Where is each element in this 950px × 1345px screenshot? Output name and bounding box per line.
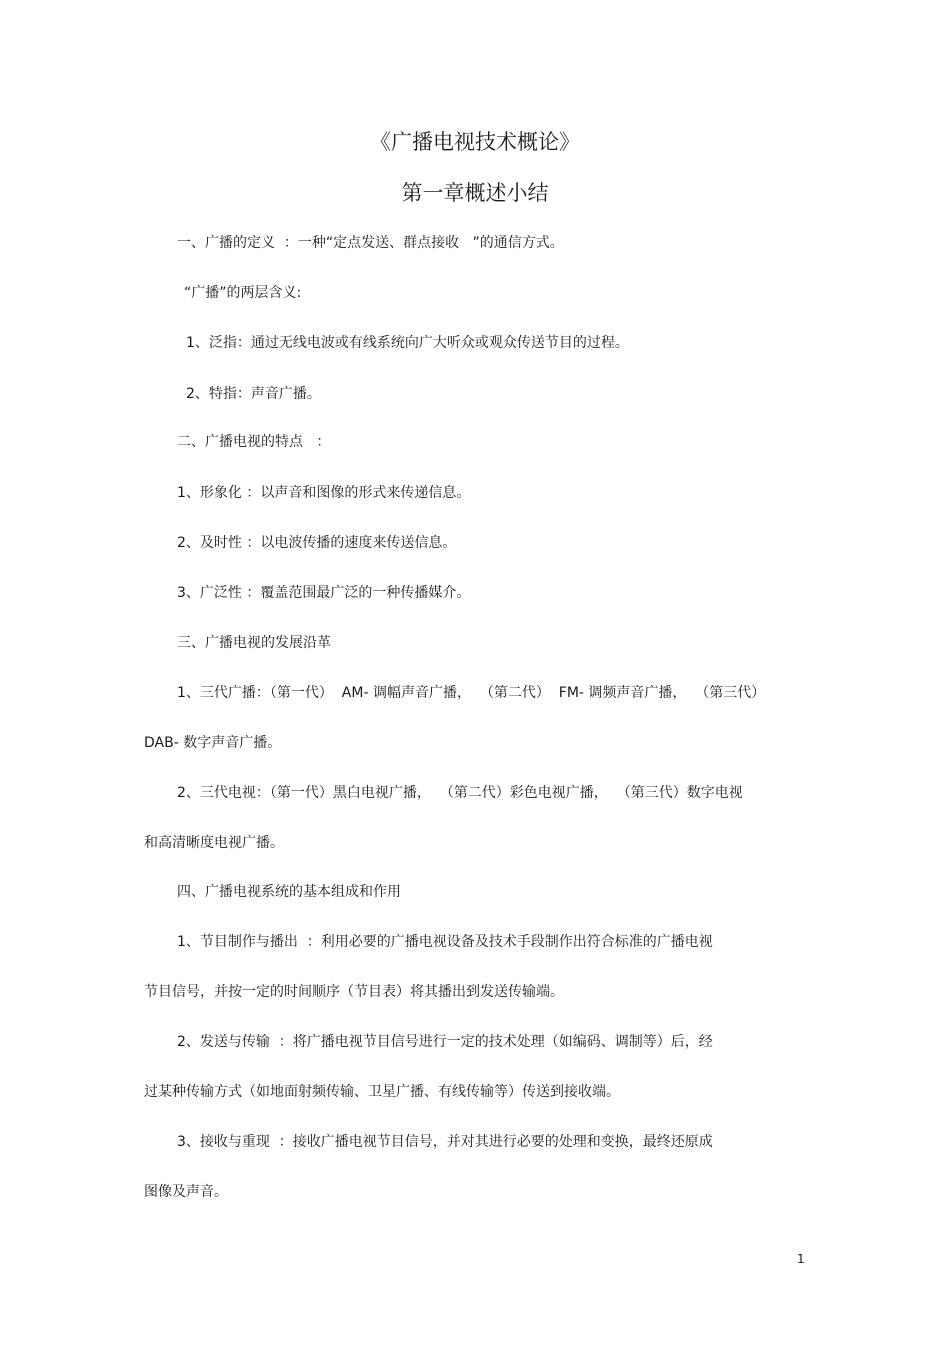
paragraph-line: 二、广播电视的特点 ： xyxy=(177,434,331,450)
paragraph-line: 3、接收与重现 ：接收广播电视节目信号，并对其进行必要的处理和变换，最终还原成 xyxy=(177,1134,713,1150)
paragraph-line: 3、广泛性 ：覆盖范围最广泛的一种传播媒介。 xyxy=(177,585,471,601)
paragraph-line: 1、三代广播：（第一代） AM- 调幅声音广播， （第二代） FM- 调频声音广播， （第三代） xyxy=(177,685,766,701)
paragraph-line: 2、及时性 ：以电波传播的速度来传送信息。 xyxy=(177,535,457,551)
paragraph-line: 过某种传输方式（如地面射频传输、卫星广播、有线传输等）传送到接收端。 xyxy=(144,1084,620,1100)
paragraph-line: 图像及声音。 xyxy=(144,1184,228,1200)
paragraph-line: 节目信号，并按一定的时间顺序（节目表）将其播出到发送传输端。 xyxy=(144,984,564,1000)
paragraph-line: 三、广播电视的发展沿革 xyxy=(177,635,331,651)
chapter-heading: 第一章概述小结 xyxy=(401,181,549,205)
paragraph-line: 1、泛指：通过无线电波或有线系统向广大听众或观众传送节目的过程。 xyxy=(186,335,629,351)
paragraph-line: 1、形象化 ：以声音和图像的形式来传递信息。 xyxy=(177,485,471,501)
paragraph-line: DAB- 数字声音广播。 xyxy=(144,735,282,751)
paragraph-line: 和高清晰度电视广播。 xyxy=(144,835,284,851)
document-title: 《广播电视技术概论》 xyxy=(370,130,580,154)
paragraph-line: 2、特指：声音广播。 xyxy=(186,386,321,402)
paragraph-line: 四、广播电视系统的基本组成和作用 xyxy=(177,884,401,900)
paragraph-line: 一、广播的定义 ：一种“定点发送、群点接收 ”的通信方式。 xyxy=(177,235,564,251)
page-number: 1 xyxy=(797,1252,805,1266)
paragraph-line: “广播”的两层含义: xyxy=(184,285,302,301)
paragraph-line: 2、发送与传输 ：将广播电视节目信号进行一定的技术处理（如编码、调制等）后，经 xyxy=(177,1034,713,1050)
paragraph-line: 2、三代电视：（第一代）黑白电视广播， （第二代）彩色电视广播， （第三代）数字电视 xyxy=(177,785,743,801)
paragraph-line: 1、节目制作与播出 ：利用必要的广播电视设备及技术手段制作出符合标准的广播电视 xyxy=(177,934,713,950)
